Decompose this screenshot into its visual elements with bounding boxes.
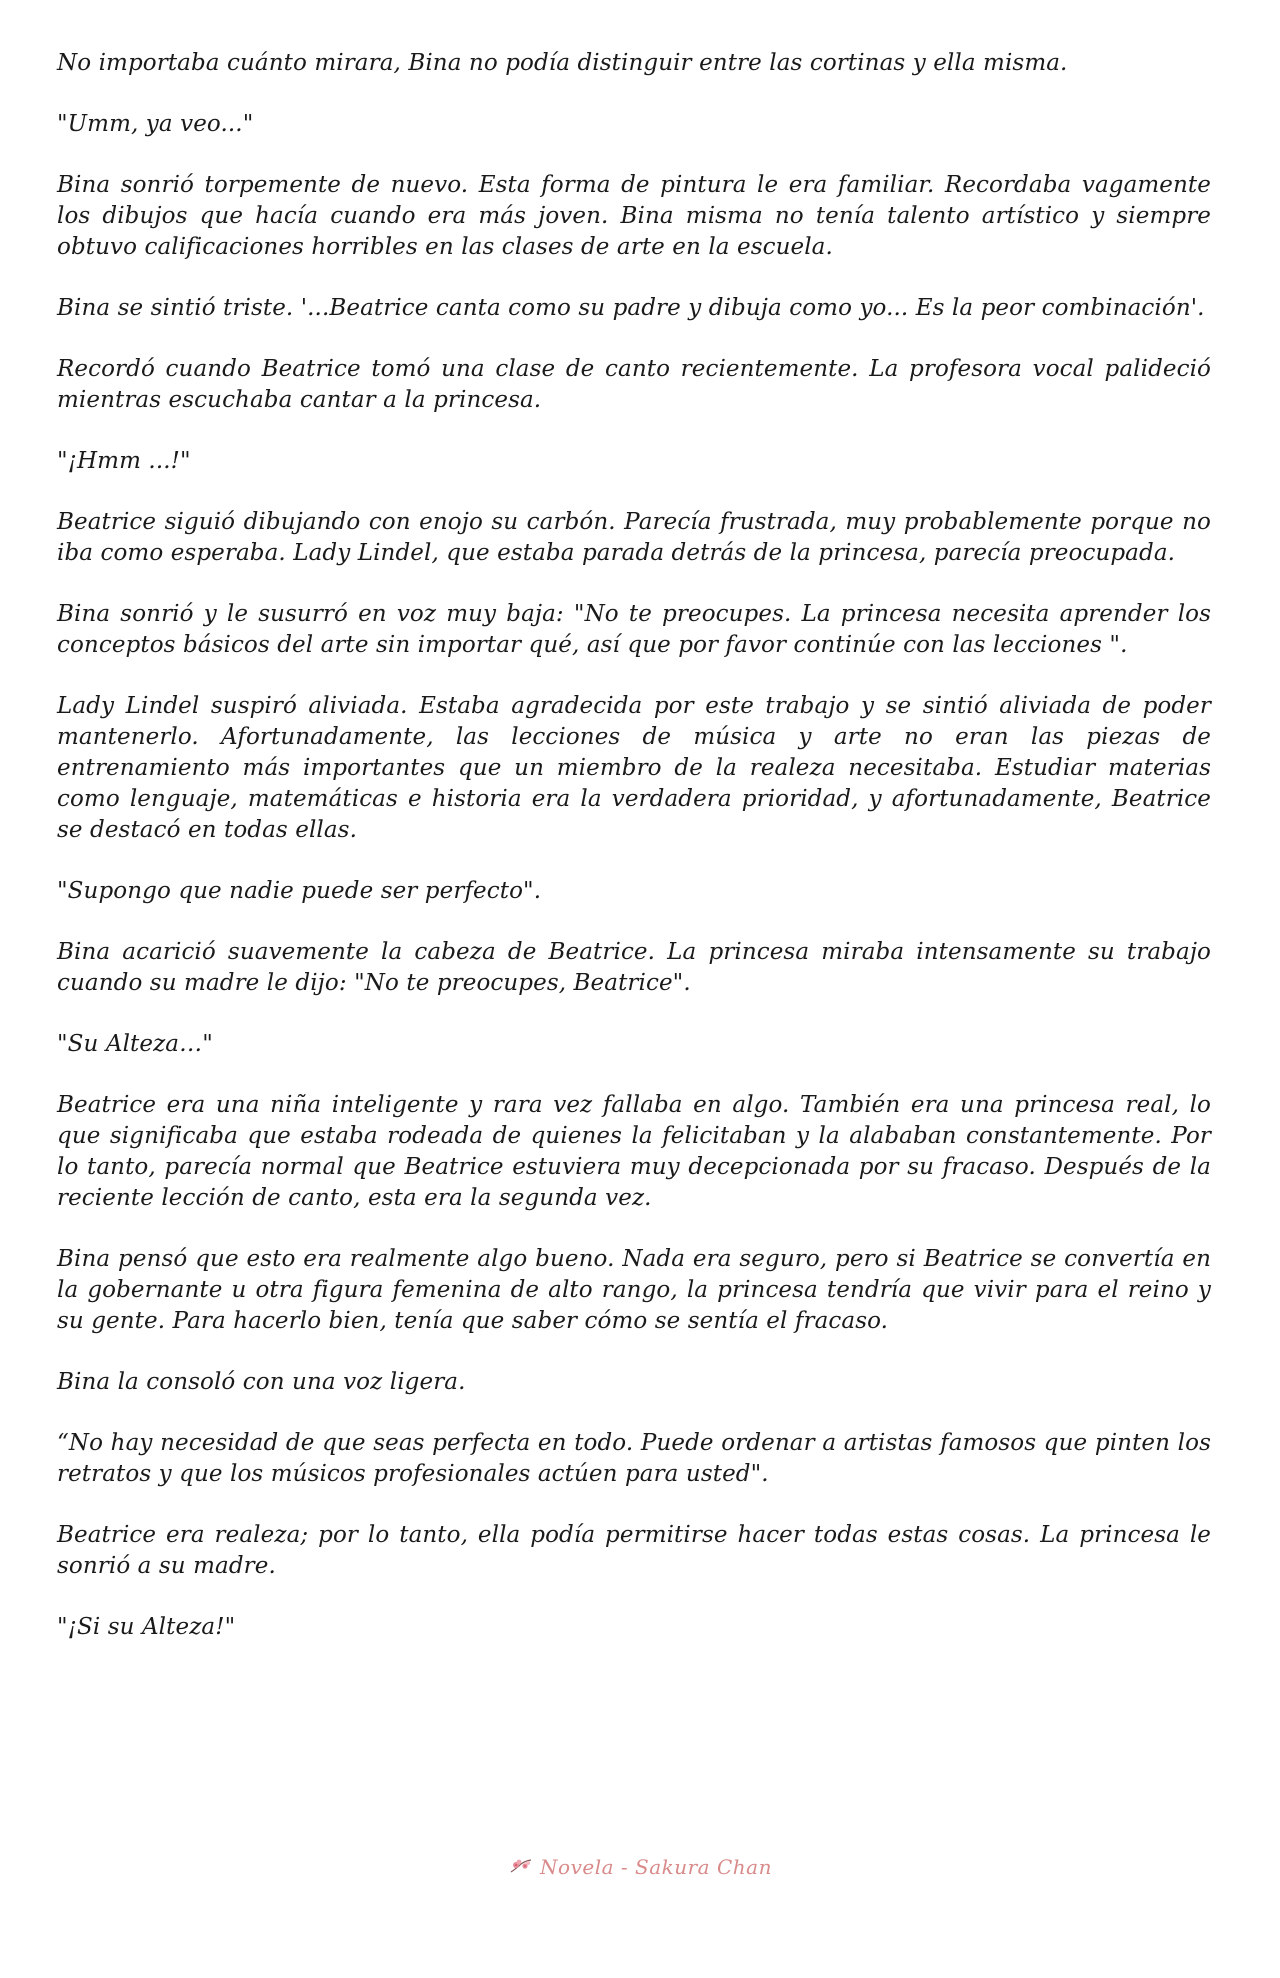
paragraph: Bina sonrió torpemente de nuevo. Esta forma de pintura le era familiar. Recordaba vagamente los dibujos que hacía cuando era más joven. Bina misma no tenía talento artístico y siempre obtuvo calificaciones horribles en las clases de arte en la escuela. <box>57 172 1211 260</box>
paragraph: Bina pensó que esto era realmente algo bueno. Nada era seguro, pero si Beatrice se convertía en la gobernante u otra figura femenina de alto rango, la princesa tendría que vivir para el reino y su gente. Para hacerlo bien, tenía que saber cómo se sentía el fracaso. <box>57 1246 1211 1334</box>
paragraph: "¡Si su Alteza!" <box>57 1614 236 1640</box>
paragraph: Beatrice siguió dibujando con enojo su carbón. Parecía frustrada, muy probablemente porque no iba como esperaba. Lady Lindel, que estaba parada detrás de la princesa, parecía preocupada. <box>57 509 1211 566</box>
paragraph: Bina acarició suavemente la cabeza de Beatrice. La princesa miraba intensamente su trabajo cuando su madre le dijo: "No te preocupes, Beatrice". <box>57 939 1211 996</box>
paragraph: Beatrice era realeza; por lo tanto, ella podía permitirse hacer todas estas cosas. La princesa le sonrió a su madre. <box>57 1522 1211 1579</box>
document-body <box>57 48 1211 1673</box>
paragraph: "¡Hmm ...!" <box>57 448 191 474</box>
watermark <box>0 1855 1280 1879</box>
paragraph: "Supongo que nadie puede ser perfecto". <box>57 878 542 904</box>
paragraph: No importaba cuánto mirara, Bina no podía distinguir entre las cortinas y ella misma. <box>57 50 1068 76</box>
paragraph: Bina la consoló con una voz ligera. <box>57 1369 466 1395</box>
watermark-text: Novela - Sakura Chan <box>540 1855 772 1879</box>
paragraph: “No hay necesidad de que seas perfecta en todo. Puede ordenar a artistas famosos que pinten los retratos y que los músicos profesionales actúen para usted". <box>57 1430 1211 1487</box>
paragraph: "Su Alteza…" <box>57 1031 213 1057</box>
paragraph: Lady Lindel suspiró aliviada. Estaba agradecida por este trabajo y se sintió aliviada de poder mantenerlo. Afortunadamente, las lecciones de música y arte no eran las piezas de entrenamiento más importantes que un miembro de la realeza necesitaba. Estudiar materias como lenguaje, matemáticas e historia era la verdadera prioridad, y afortunadamente, Beatrice se destacó en todas ellas. <box>57 693 1211 843</box>
paragraph: Beatrice era una niña inteligente y rara vez fallaba en algo. También era una princesa real, lo que significaba que estaba rodeada de quienes la felicitaban y la alababan constantemente. Por lo tanto, parecía normal que Beatrice estuviera muy decepcionada por su fracaso. Después de la reciente lección de canto, esta era la segunda vez. <box>57 1092 1211 1211</box>
paragraph: Recordó cuando Beatrice tomó una clase de canto recientemente. La profesora vocal palideció mientras escuchaba cantar a la princesa. <box>57 356 1211 413</box>
paragraph: Bina se sintió triste. '...Beatrice canta como su padre y dibuja como yo... Es la peor combinación'. <box>57 295 1205 321</box>
paragraph: Bina sonrió y le susurró en voz muy baja: "No te preocupes. La princesa necesita aprender los conceptos básicos del arte sin importar qué, así que por favor continúe con las lecciones ". <box>57 601 1211 658</box>
paragraph: "Umm, ya veo..." <box>57 111 254 137</box>
sakura-blossom-icon <box>508 1856 534 1878</box>
